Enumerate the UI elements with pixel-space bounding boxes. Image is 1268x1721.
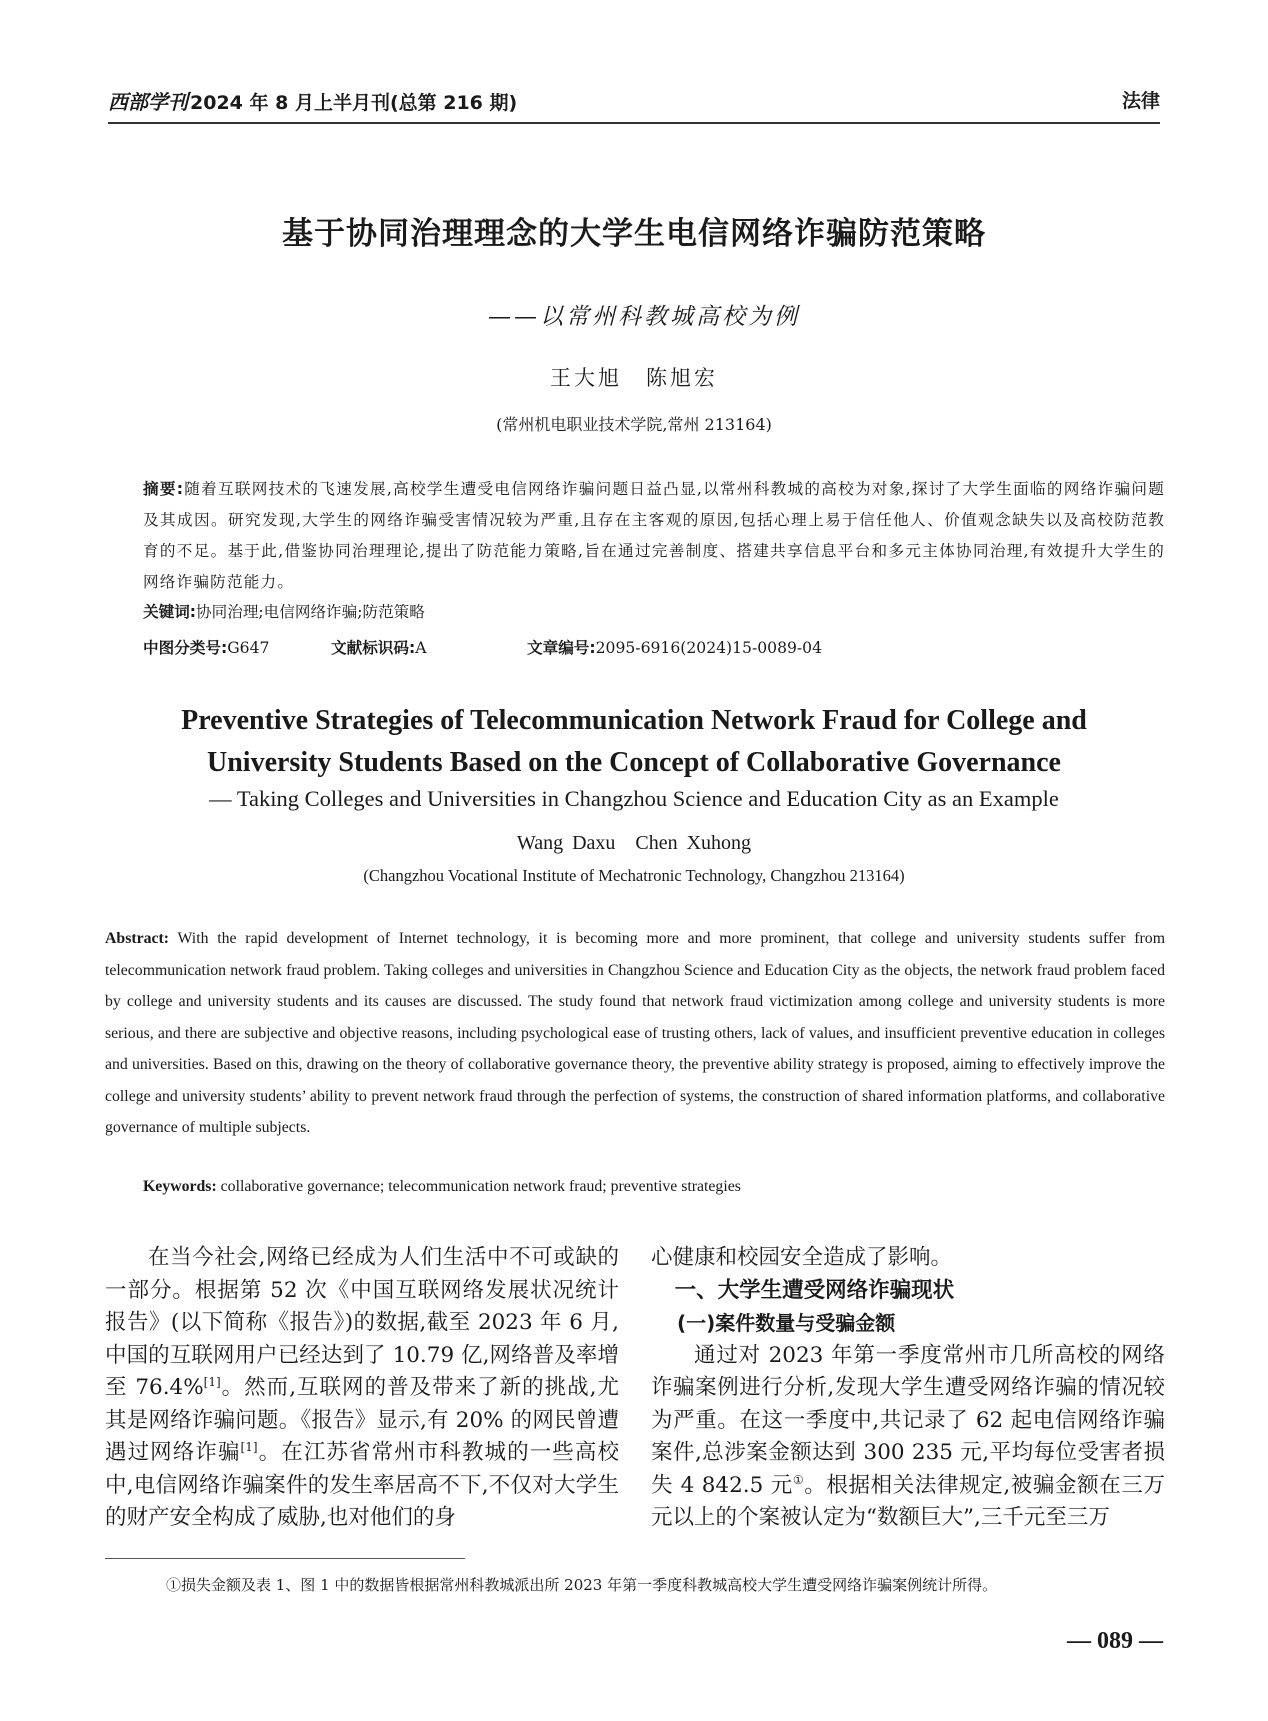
- title-en-line-1: Preventive Strategies of Telecommunication Network Fraud for College and: [181, 705, 1087, 736]
- article-title-cn: 基于协同治理理念的大学生电信网络诈骗防范策略: [282, 216, 986, 252]
- authors-cn: 王大旭 陈旭宏: [550, 366, 718, 390]
- doc-code-label: 文献标识码:: [331, 639, 416, 657]
- doc-code-value: A: [415, 639, 427, 657]
- body-text: 。在江苏省常州市科教城的一些高校中,电信网络诈骗案件的发生率居高不下,不仅对大学生的财产安全构成了威胁,也对他们的身: [105, 1440, 619, 1530]
- body-paragraph-continued: 心健康和校园安全造成了影响。: [651, 1245, 953, 1270]
- article-subtitle-cn: ——以常州科教城高校为例: [488, 304, 800, 330]
- abstract-cn-label: 摘要:: [143, 480, 185, 498]
- body-paragraph: [105, 1242, 619, 1535]
- abstract-cn: [143, 474, 1165, 598]
- article-number-value: 2095-6916(2024)15-0089-04: [595, 639, 823, 657]
- header-divider: [108, 122, 1160, 124]
- article-subtitle-en: — Taking Colleges and Universities in Changzhou Science and Education City as an Example: [209, 786, 1059, 811]
- keywords-cn-text: 协同治理;电信网络诈骗;防范策略: [196, 603, 425, 621]
- section-label: 法律: [1121, 90, 1160, 112]
- citation-ref: [1]: [203, 1375, 221, 1389]
- keywords-en: [143, 1178, 741, 1196]
- footnote-divider: [105, 1558, 465, 1559]
- article-number-label: 文章编号:: [527, 639, 596, 657]
- affiliation-cn: (常州机电职业技术学院,常州 213164): [496, 415, 772, 434]
- abstract-en: [105, 923, 1165, 1144]
- abstract-cn-text: 随着互联网技术的飞速发展,高校学生遭受电信网络诈骗问题日益凸显,以常州科教城的高校为对象,探讨了大学生面临的网络诈骗问题及其成因。研究发现,大学生的网络诈骗受害情况较为严重,且存在主客观的原因,包括心理上易于信任他人、价值观念缺失以及高校防范教育的不足。基于此,借鉴协同治理理论,提出了防范能力策略,旨在通过完善制度、搭建共享信息平台和多元主体协同治理,有效提升大学生的网络诈骗防范能力。: [143, 480, 1165, 591]
- keywords-en-text: collaborative governance; telecommunication network fraud; preventive strategies: [220, 1178, 741, 1195]
- section-heading: 一、大学生遭受网络诈骗现状: [674, 1277, 955, 1303]
- footnote: ①损失金额及表 1、图 1 中的数据皆根据常州科教城派出所 2023 年第一季度科教城高校大学生遭受网络诈骗案例统计所得。: [166, 1576, 998, 1594]
- body-text: 通过对 2023 年第一季度常州市几所高校的网络诈骗案例进行分析,发现大学生遭受网络诈骗的情况较为严重。在这一季度中,共记录了 62 起电信网络诈骗案件,总涉案金额达到 300 235 元,平均每位受害者损失 4 842.5 元: [651, 1342, 1165, 1498]
- clc-number: [143, 636, 269, 658]
- body-text: 在当今社会,网络已经成为人们生活中不可或缺的一部分。根据第 52 次《中国互联网络发展状况统计报告》(以下简称《报告》)的数据,截至 2023 年 6 月,中国的互联网用户已经达到了 10.79 亿,网络普及率增至 76.4%: [105, 1245, 619, 1400]
- body-paragraph: [651, 1340, 1165, 1535]
- body-text: 。然而,互联网的普及带来了新的挑战,尤其是网络诈骗问题。《报告》显示,有 20% 的网民曾遭遇过网络诈骗: [105, 1375, 619, 1465]
- keywords-en-label: Keywords:: [143, 1178, 217, 1195]
- keywords-cn-label: 关键词:: [143, 603, 197, 621]
- authors-en: Wang Daxu Chen Xuhong: [516, 832, 752, 854]
- article-title-en: [80, 700, 1188, 784]
- issue-info: 2024 年 8 月上半月刊(总第 216 期): [190, 92, 518, 114]
- article-number: [527, 636, 822, 658]
- citation-ref: [1]: [240, 1440, 258, 1454]
- body-column-left: [105, 1242, 619, 1535]
- subsection-heading: (一)案件数量与受骗金额: [677, 1311, 896, 1335]
- abstract-en-text: With the rapid development of Internet technology, it is becoming more and more prominent, that college and university students suffer from telecommunication network fraud problem. Taking colleges and universities in Changzhou Science and Education City as the objects, the network fraud problem faced by college and university students and its causes are discussed. The study found that network fraud victimization among college and university students is more serious, and there are subjective and objective reasons, including psychological ease of trusting others, lack of values, and insufficient preventive education in colleges and universities. Based on this, drawing on the theory of collaborative governance theory, the preventive ability strategy is proposed, aiming to effectively improve the college and university students’ ability to prevent network fraud through the perfection of systems, the construction of shared information platforms, and collaborative governance of multiple subjects.: [105, 930, 1165, 1136]
- page-number: — 089 —: [1067, 1628, 1163, 1654]
- abstract-en-label: Abstract:: [105, 930, 170, 947]
- journal-logo: 西部学刊: [108, 90, 188, 114]
- affiliation-en: (Changzhou Vocational Institute of Mechatronic Technology, Changzhou 213164): [363, 866, 905, 885]
- body-column-right: [651, 1242, 1165, 1535]
- footnote-marker: ①: [792, 1472, 805, 1487]
- header-journal-issue: [108, 86, 517, 115]
- keywords-cn: [143, 600, 425, 622]
- title-en-line-2: University Students Based on the Concept of Collaborative Governance: [207, 747, 1061, 778]
- clc-value: G647: [227, 639, 270, 657]
- running-header: [108, 86, 1160, 120]
- clc-label: 中图分类号:: [143, 639, 228, 657]
- body-text: 。根据相关法律规定,被骗金额在三万元以上的个案被认定为“数额巨大”,三千元至三万: [651, 1472, 1166, 1530]
- document-code: [331, 636, 426, 658]
